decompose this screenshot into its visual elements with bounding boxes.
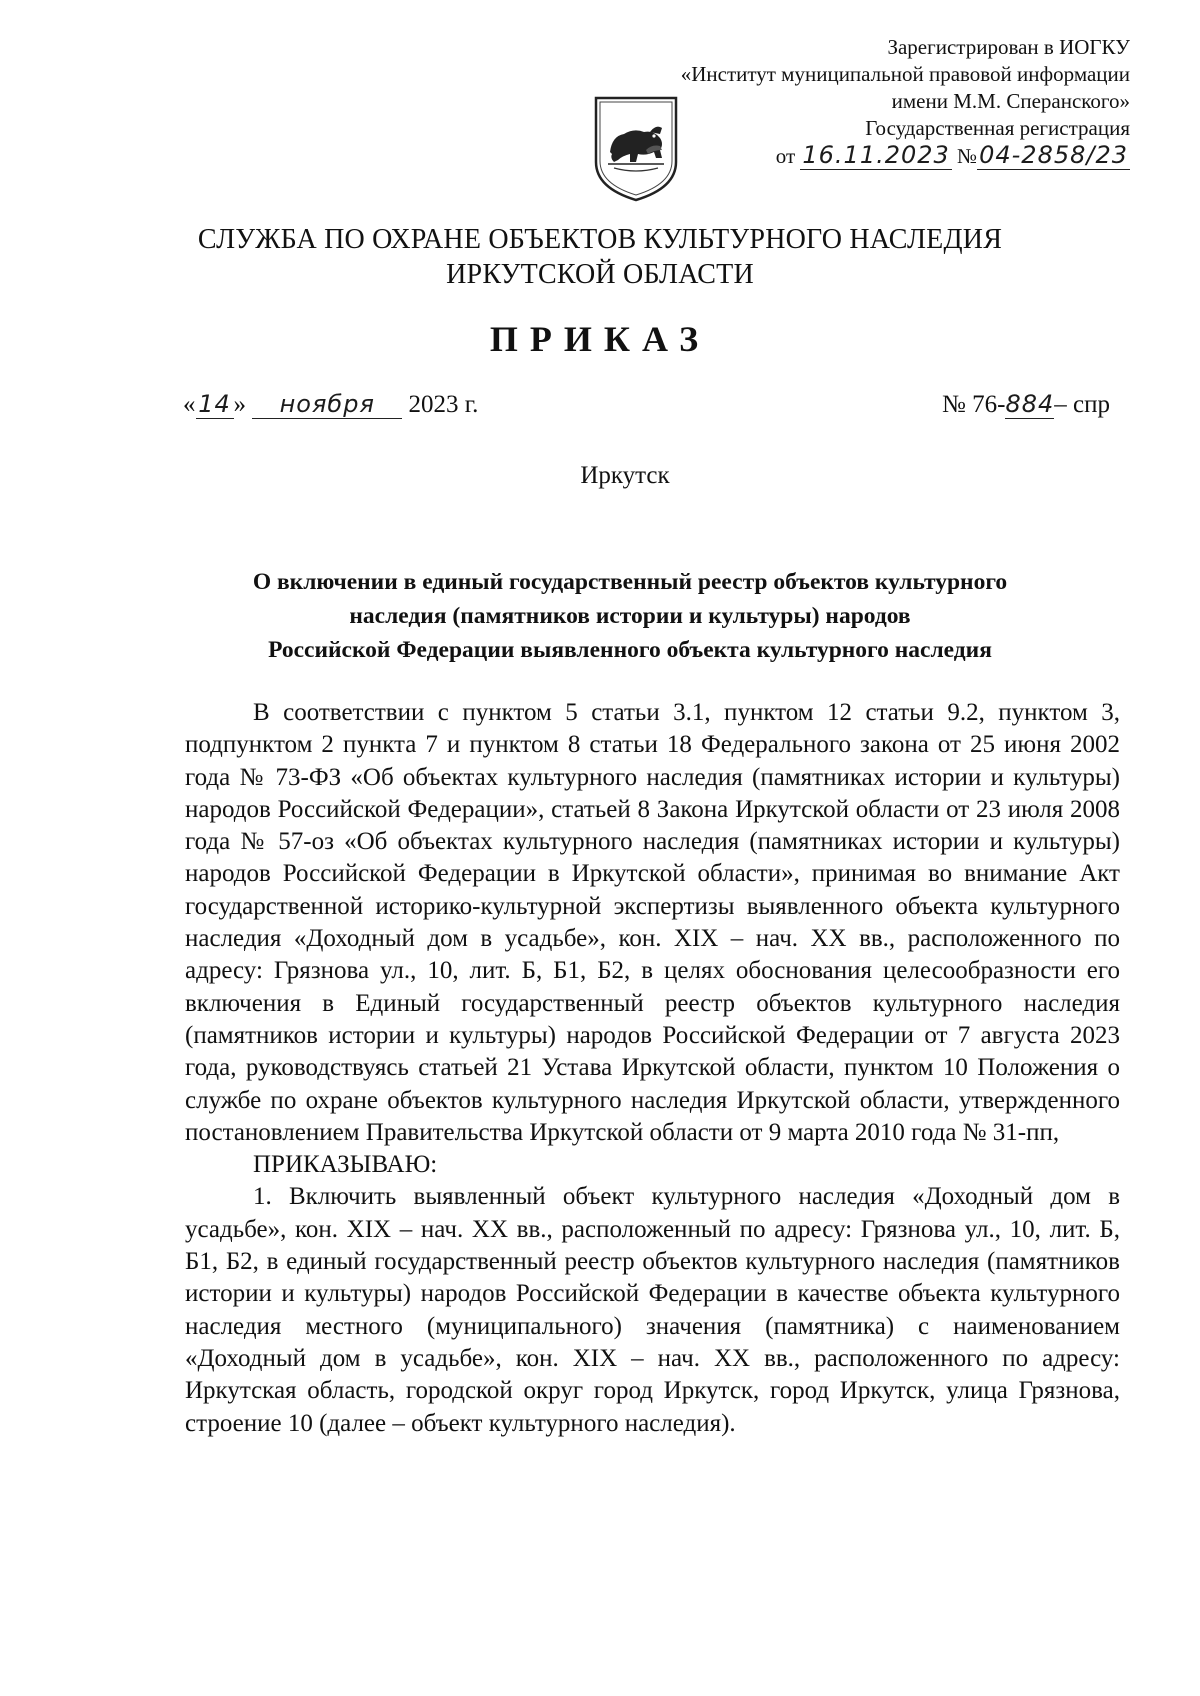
subject-line-1: О включении в единый государственный реестр объектов культурного [252, 569, 1008, 595]
registration-from-label: от [775, 144, 796, 168]
date-month: ноября [252, 390, 402, 419]
date-day: 14 [196, 390, 234, 419]
registration-line-2: «Институт муниципальной правовой информации [680, 62, 1130, 86]
organization-name-line-2: ИРКУТСКОЙ ОБЛАСТИ [446, 259, 754, 290]
document-type-title: ПРИКАЗ [489, 319, 711, 359]
registration-line-3: имени М.М. Сперанского» [891, 89, 1130, 113]
irkutsk-coat-of-arms-icon [590, 92, 682, 204]
order-number [942, 390, 1110, 419]
order-subject [150, 565, 1110, 667]
order-body [185, 697, 1120, 1440]
registration-stamp [610, 34, 1130, 170]
order-date [183, 390, 478, 419]
subject-line-3: Российской Федерации выявленного объекта культурного наследия [268, 637, 992, 663]
subject-line-2: наследия (памятников истории и культуры) народов [349, 603, 911, 629]
date-open-quote: « [183, 391, 196, 418]
date-year: 2023 г. [408, 391, 479, 418]
body-preamble: В соответствии с пунктом 5 статьи 3.1, пунктом 12 статьи 9.2, пунктом 3, подпунктом 2 пункта 7 и пунктом 8 статьи 18 Федерального закона от 25 июня 2002 года № 73-ФЗ «Об объектах культурного наследия (памятниках истории и культуры) народов Российской Федерации», статьей 8 Закона Иркутской области от 23 июля 2008 года № 57-оз «Об объектах культурного наследия (памятниках истории и культуры) народов Российской Федерации в Иркутской области», принимая во внимание Акт государственной историко-культурной экспертизы выявленного объекта культурного наследия «Доходный дом в усадьбе», кон. XIX – нач. XX вв., расположенного по адресу: Грязнова ул., 10, лит. Б, Б1, Б2, в целях обоснования целесообразности его включения в Единый государственный реестр объектов культурного наследия (памятников истории и культуры) народов Российской Федерации от 7 августа 2023 года, руководствуясь статьей 21 Устава Иркутской области, пунктом 10 Положения о службе по охране объектов культурного наследия Иркутской области, утвержденного постановлением Правительства Иркутской области от 9 марта 2010 года № 31-пп, [185, 699, 1120, 1146]
registration-number: 04-2858/23 [979, 141, 1128, 169]
order-number-prefix: № 76- [942, 391, 1006, 418]
body-decree: ПРИКАЗЫВАЮ: [253, 1151, 438, 1179]
body-item-1: 1. Включить выявленный объект культурного наследия «Доходный дом в усадьбе», кон. XIX – нач. XX вв., расположенный по адресу: Грязнова ул., 10, лит. Б, Б1, Б2, в единый государственный реестр объектов культурного наследия (памятников истории и культуры) народов Российской Федерации в качестве объекта культурного наследия местного (муниципального) значения (памятника) с наименованием «Доходный дом в усадьбе», кон. XIX – нач. XX вв., расположенного по адресу: Иркутская область, городской округ город Иркутск, город Иркутск, улица Грязнова, строение 10 (далее – объект культурного наследия). [185, 1183, 1120, 1437]
date-close-quote: » [233, 391, 246, 418]
registration-no-label: № [957, 144, 978, 168]
registration-line-1: Зарегистрирован в ИОГКУ [887, 35, 1130, 59]
organization-name-line-1: СЛУЖБА ПО ОХРАНЕ ОБЪЕКТОВ КУЛЬТУРНОГО НАСЛЕДИЯ [197, 224, 1003, 255]
order-number-suffix: – спр [1054, 391, 1110, 418]
city-name: Иркутск [580, 462, 670, 489]
registration-date-line [610, 142, 1130, 170]
order-number-value: 884 [1005, 390, 1055, 418]
registration-line-4: Государственная регистрация [865, 116, 1130, 140]
organization-name [0, 222, 1200, 292]
registration-date: 16.11.2023 [802, 141, 950, 169]
